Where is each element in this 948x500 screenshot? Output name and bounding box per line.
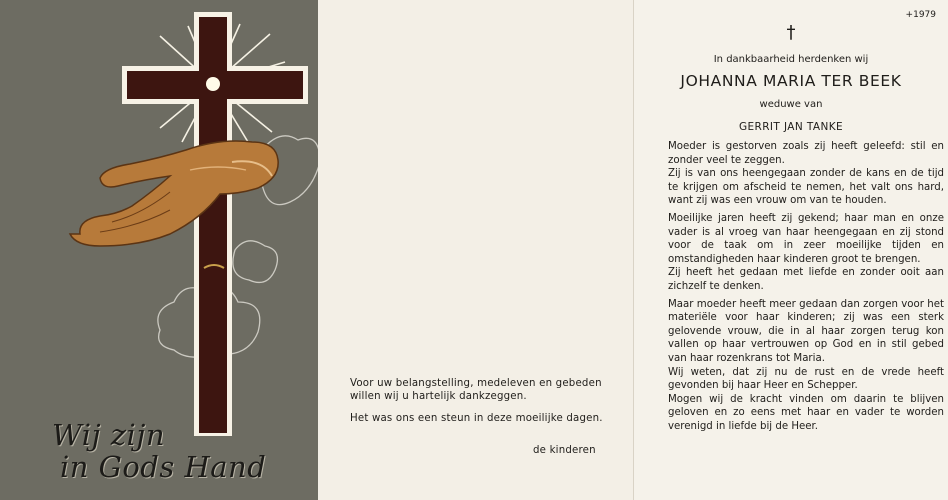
widow-of-line: weduwe van (759, 99, 823, 110)
cover-script-line1: Wij zijn (52, 418, 166, 452)
deceased-name: JOHANNA MARIA TER BEEK (680, 72, 902, 90)
memorial-paragraph: Wij weten, dat zij nu de rust en de vrede heeft gevonden bij haar Heer en Schepper. (668, 366, 944, 392)
death-year: +1979 (905, 10, 936, 20)
memorial-paragraph: Maar moeder heeft meer gedaan dan zorgen voor het materiële voor haar kinderen; zij was een sterk gelovende vrouw, die in al haar zorgen terug kon vallen op haar vertrouwen op God en in stil gebed van haar rozenkrans tot Maria. (668, 298, 944, 364)
memorial-paragraph: Zij is van ons heengegaan zonder de kans en de tijd te krijgen om afscheid te nemen, het valt ons hard, want zij was een vrouw om van te houden. (668, 168, 944, 207)
thanks-panel (318, 0, 634, 500)
memorial-text-panel (634, 0, 948, 500)
thanks-paragraph: Voor uw belangstelling, medeleven en gebeden willen wij u hartelijk dankzeggen. (350, 378, 602, 403)
memorial-body (668, 140, 944, 433)
cover-script-line2: in Gods Hand (60, 450, 267, 484)
signature: de kinderen (533, 445, 596, 456)
memorial-paragraph: Moeder is gestorven zoals zij heeft geleefd: stil en zonder veel te zeggen. (668, 141, 944, 166)
memorial-paragraph: Moeilijke jaren heeft zij gekend; haar man en onze vader is al vroeg van haar heengegaan en zij stond voor de taak om in zeer moeilijke tijden en omstandigheden haar kinderen groot te brengen. (668, 212, 944, 265)
husband-name: GERRIT JAN TANKE (738, 121, 844, 133)
memorial-paragraph: Zij heeft het gedaan met liefde en zonder ooit aan zichzelf te denken. (668, 267, 944, 292)
intro-line: In dankbaarheid herdenken wij (713, 54, 869, 65)
cross-icon: † (786, 22, 796, 43)
memorial-paragraph: Mogen wij de kracht vinden om daarin te blijven geloven en zo eens met haar en vader te worden verenigd in liefde bij de Heer. (668, 393, 944, 432)
support-paragraph: Het was ons een steun in deze moeilijke dagen. (350, 413, 603, 424)
open-hand-illustration (70, 141, 278, 246)
cover-panel (0, 0, 318, 500)
